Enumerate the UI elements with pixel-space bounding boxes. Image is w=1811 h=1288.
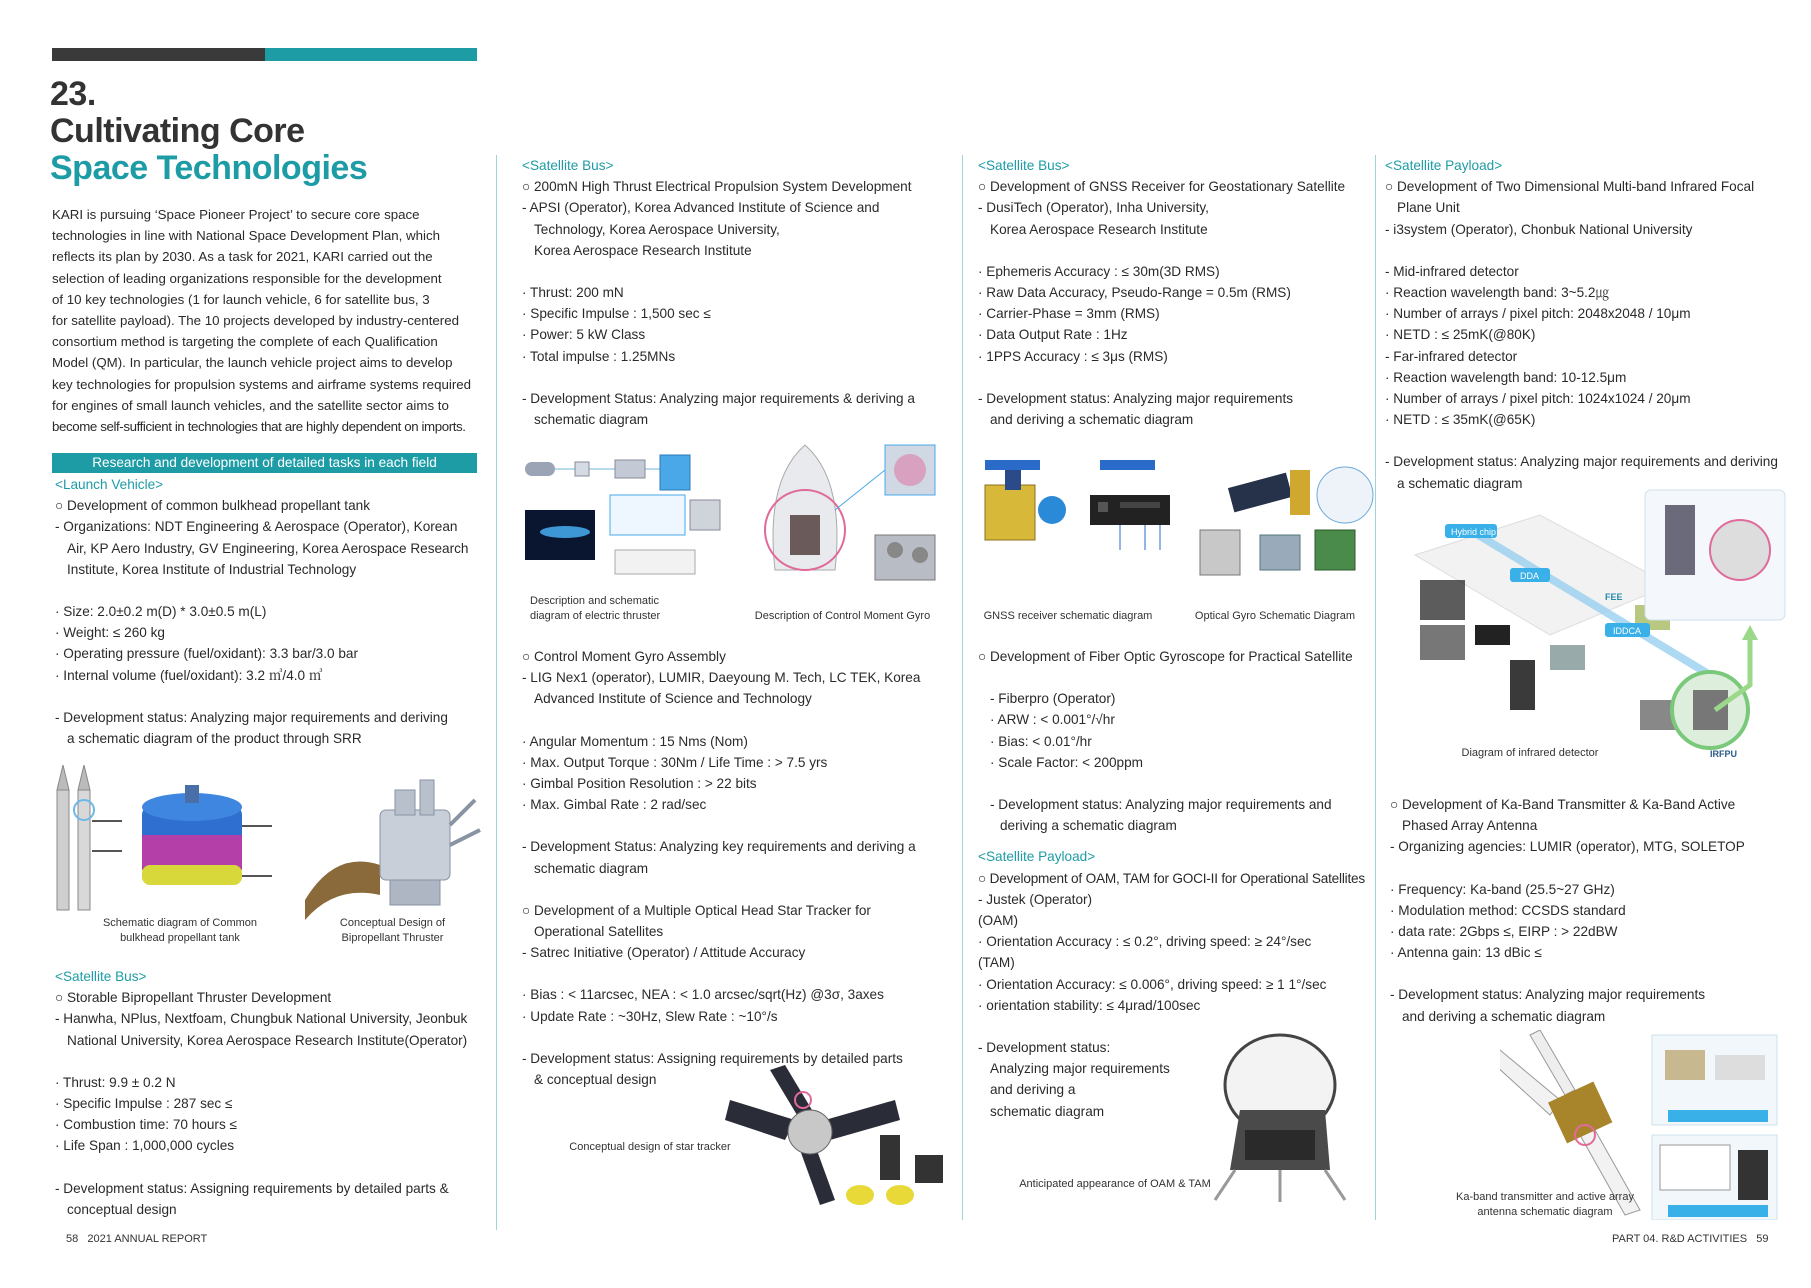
status-line: and deriving a schematic diagram xyxy=(990,412,1194,428)
status-line: schematic diagram xyxy=(534,860,649,876)
intro-line: for satellite payload). The 10 projects developed by industry-centered xyxy=(52,313,460,329)
section-band: Research and development of detailed tasks in each field xyxy=(52,453,477,473)
spec-line: · ARW : < 0.001°/√hr xyxy=(990,712,1115,728)
item-title: ○ Development of OAM, TAM for GOCI-II for Operational Satellites xyxy=(978,870,1366,886)
caption-electric-thruster xyxy=(530,594,680,624)
item-orgs: - DusiTech (Operator), Inha University, xyxy=(978,200,1209,216)
status-line: - Development status: Analyzing major requirements xyxy=(978,390,1294,406)
spec-line: · Life Span : 1,000,000 cycles xyxy=(55,1138,235,1154)
header-bar-teal xyxy=(265,48,477,61)
item-title: Plane Unit xyxy=(1397,200,1460,216)
col4-top xyxy=(1385,155,1805,494)
caption-cmg: Description of Control Moment Gyro xyxy=(754,610,931,622)
spec-line: · Ephemeris Accuracy : ≤ 30m(3D RMS) xyxy=(978,263,1220,279)
intro-line: for engines of small launch vehicles, and the satellite sector aims to xyxy=(52,397,449,413)
caption-gnss: GNSS receiver schematic diagram xyxy=(983,610,1153,622)
spec-line: · Max. Output Torque : 30Nm / Life Time : > 7.5 yrs xyxy=(522,754,828,770)
spec-line: · Combustion time: 70 hours ≤ xyxy=(55,1117,237,1133)
spec-line: · Bias: < 0.01°/hr xyxy=(990,733,1092,749)
cmg-figure xyxy=(735,440,950,595)
item-orgs: - APSI (Operator), Korea Advanced Institute of Science and xyxy=(522,200,880,216)
item-orgs: - Organizations: NDT Engineering & Aerospace (Operator), Korean xyxy=(55,519,458,535)
section-heading: <Satellite Bus> xyxy=(978,158,1070,173)
status-line: a schematic diagram of the product through SRR xyxy=(67,731,362,747)
tank-figure xyxy=(52,765,292,940)
intro-paragraph xyxy=(52,204,480,437)
spec-line: · Number of arrays / pixel pitch: 1024x1024 / 20μm xyxy=(1385,391,1691,407)
column-divider xyxy=(496,155,497,1230)
spec-line: · Gimbal Position Resolution : > 22 bits xyxy=(522,776,757,792)
spec-line: (OAM) xyxy=(978,913,1019,929)
item-orgs: - i3system (Operator), Chonbuk National University xyxy=(1385,221,1693,237)
status-line: - Development status: Analyzing major requirements and deriving xyxy=(55,709,448,725)
spec-line: · Data Output Rate : 1Hz xyxy=(978,327,1128,343)
spec-line: · Bias : < 11arcsec, NEA : < 1.0 arcsec/sqrt(Hz) @3σ, 3axes xyxy=(522,987,884,1003)
item-orgs: Advanced Institute of Science and Technology xyxy=(534,691,812,707)
thruster-figure xyxy=(295,770,485,930)
spec-line: - Justek (Operator) xyxy=(978,891,1093,907)
spec-line: · NETD : ≤ 25mK(@80K) xyxy=(1385,327,1536,343)
spec-line: - Fiberpro (Operator) xyxy=(990,691,1116,707)
status-line: - Development status: Analyzing major requirements and deriving xyxy=(1385,454,1778,470)
spec-line: · Raw Data Accuracy, Pseudo-Range = 0.5m (RMS) xyxy=(978,285,1291,301)
status-line: & conceptual design xyxy=(534,1072,657,1088)
spec-line: · Carrier-Phase = 3mm (RMS) xyxy=(978,306,1160,322)
status-line: deriving a schematic diagram xyxy=(1000,818,1177,834)
section-heading: <Launch Vehicle> xyxy=(55,477,164,492)
footer-left xyxy=(66,1233,207,1245)
spec-line: · Scale Factor: < 200ppm xyxy=(990,754,1144,770)
status-line: - Development Status: Analyzing key requirements and deriving a xyxy=(522,839,916,855)
col4-bottom xyxy=(1390,794,1810,1027)
spec-line: - Mid-infrared detector xyxy=(1385,263,1519,279)
section-heading: <Satellite Bus> xyxy=(55,969,147,984)
caption-line: bulkhead propellant tank xyxy=(120,932,240,944)
item-orgs: - Satrec Initiative (Operator) / Attitude Accuracy xyxy=(522,945,806,961)
spec-line: · Specific Impulse : 287 sec ≤ xyxy=(55,1096,233,1112)
item-title: Phased Array Antenna xyxy=(1402,818,1538,834)
item-title: ○ Storable Bipropellant Thruster Development xyxy=(55,990,332,1006)
col2-middle xyxy=(522,646,962,1090)
item-orgs: - Organizing agencies: LUMIR (operator), MTG, SOLETOP xyxy=(1390,839,1745,855)
caption-line: antenna schematic diagram xyxy=(1477,1206,1613,1218)
intro-line: consortium method is targeting the complete of each Qualification xyxy=(52,334,438,350)
title-number: 23. xyxy=(50,75,96,113)
spec-line: · Specific Impulse : 1,500 sec ≤ xyxy=(522,306,711,322)
item-orgs: Korea Aerospace Research Institute xyxy=(534,242,752,258)
status-line: Analyzing major requirements xyxy=(990,1061,1170,1077)
spec-line: · Reaction wavelength band: 10-12.5μm xyxy=(1385,369,1627,385)
title-line1: Cultivating Core xyxy=(50,112,305,150)
col3-top xyxy=(978,155,1378,430)
page-number-right: 59 xyxy=(1756,1233,1769,1245)
item-title: ○ Development of common bulkhead propellant tank xyxy=(55,498,371,514)
satellite-bus-section-1 xyxy=(55,966,485,1220)
caption-thruster xyxy=(320,916,465,946)
caption-line: diagram of electric thruster xyxy=(530,610,661,622)
col2-top xyxy=(522,155,962,430)
status-line: - Development status: Assigning requirements by detailed parts xyxy=(522,1050,903,1066)
footer-right xyxy=(1612,1233,1769,1245)
infrared-detector-figure xyxy=(1410,485,1790,770)
spec-line: · Frequency: Ka-band (25.5~27 GHz) xyxy=(1390,881,1615,897)
page-number-left: 58 xyxy=(66,1233,79,1245)
header-bar-dark xyxy=(52,48,265,61)
status-line: schematic diagram xyxy=(534,412,649,428)
intro-line: of 10 key technologies (1 for launch vehicle, 6 for satellite bus, 3 xyxy=(52,291,430,307)
spec-line: (TAM) xyxy=(978,955,1015,971)
status-line: - Development status: Analyzing major requirements and xyxy=(990,797,1332,813)
spec-line: · Thrust: 200 mN xyxy=(522,285,624,301)
spec-line: · Orientation Accuracy : ≤ 0.2°, driving speed: ≥ 24°/sec xyxy=(978,934,1312,950)
caption-infrared-detector: Diagram of infrared detector xyxy=(1461,747,1599,759)
item-title: ○ Development of a Multiple Optical Head Star Tracker for xyxy=(522,902,871,918)
spec-line: · Angular Momentum : 15 Nms (Nom) xyxy=(522,733,748,749)
column-divider xyxy=(962,155,963,1220)
spec-line: · data rate: 2Gbps ≤, EIRP : > 22dBW xyxy=(1390,924,1618,940)
item-orgs: National University, Korea Aerospace Research Institute(Operator) xyxy=(67,1032,468,1048)
title-line2: Space Technologies xyxy=(50,149,368,187)
item-orgs: Technology, Korea Aerospace University, xyxy=(534,221,780,237)
item-title: ○ 200mN High Thrust Electrical Propulsion System Development xyxy=(522,179,912,195)
status-line: - Development Status: Analyzing major requirements & deriving a xyxy=(522,390,915,406)
item-title: ○ Control Moment Gyro Assembly xyxy=(522,649,726,664)
item-title: ○ Development of Ka-Band Transmitter & Ka-Band Active xyxy=(1390,797,1736,812)
intro-line: become self-sufficient in technologies that are highly dependent on imports. xyxy=(52,419,466,435)
spec-line: · Reaction wavelength band: 3~5.2㎍ xyxy=(1385,285,1610,301)
page-title xyxy=(50,76,367,187)
spec-line: · Number of arrays / pixel pitch: 2048x2048 / 10μm xyxy=(1385,306,1691,322)
caption-optical-gyro: Optical Gyro Schematic Diagram xyxy=(1194,610,1356,622)
label-dda: DDA xyxy=(1520,571,1540,581)
label-fee: FEE xyxy=(1605,592,1623,602)
section-heading: <Satellite Payload> xyxy=(978,849,1096,865)
spec-line: · Thrust: 9.9 ± 0.2 N xyxy=(55,1074,176,1090)
label-hybrid-chip: Hybrid chip xyxy=(1451,527,1497,537)
spec-line: · orientation stability: ≤ 4μrad/100sec xyxy=(978,997,1201,1013)
item-orgs: - LIG Nex1 (operator), LUMIR, Daeyoung M. Tech, LC TEK, Korea xyxy=(522,670,921,686)
intro-line: technologies in line with National Space Development Plan, which xyxy=(52,228,441,244)
label-irfpu: IRFPU xyxy=(1710,749,1737,759)
optical-gyro-figure xyxy=(1190,460,1375,600)
spec-line: · Internal volume (fuel/oxidant): 3.2 ㎥/4.0 ㎥ xyxy=(55,667,323,683)
intro-line: key technologies for propulsion systems and airframe systems required xyxy=(52,376,472,392)
spec-line: · Power: 5 kW Class xyxy=(522,327,646,343)
item-orgs: Korea Aerospace Research Institute xyxy=(990,221,1208,237)
status-line: conceptual design xyxy=(67,1201,177,1217)
spec-line: · Size: 2.0±0.2 m(D) * 3.0±0.5 m(L) xyxy=(55,604,267,620)
spec-line: · Orientation Accuracy: ≤ 0.006°, driving speed: ≥ 1 1°/sec xyxy=(978,976,1327,992)
intro-line: KARI is pursuing ‘Space Pioneer Project’ to secure core space xyxy=(52,207,420,222)
status-line: and deriving a schematic diagram xyxy=(1402,1008,1606,1024)
intro-line: reflects its plan by 2030. As a task for 2021, KARI carried out the xyxy=(52,249,433,265)
caption-star-tracker: Conceptual design of star tracker xyxy=(569,1141,731,1153)
spec-line: · NETD : ≤ 35mK(@65K) xyxy=(1385,412,1536,428)
caption-line: Bipropellant Thruster xyxy=(341,932,444,944)
report-title: 2021 ANNUAL REPORT xyxy=(87,1233,208,1245)
spec-line: · Modulation method: CCSDS standard xyxy=(1390,902,1626,918)
item-orgs: - Hanwha, NPlus, Nextfoam, Chungbuk National University, Jeonbuk xyxy=(55,1011,468,1027)
gnss-figure xyxy=(980,460,1180,600)
status-line: - Development status: Analyzing major requirements xyxy=(1390,987,1706,1003)
caption-line: Conceptual Design of xyxy=(339,917,446,929)
spec-line: · Update Rate : ~30Hz, Slew Rate : ~10°/s xyxy=(522,1008,778,1024)
item-title: ○ Development of Two Dimensional Multi-band Infrared Focal xyxy=(1385,179,1755,195)
intro-line: selection of leading organizations responsible for the development xyxy=(52,270,442,286)
caption-tank xyxy=(90,916,270,946)
spec-line: · Antenna gain: 13 dBic ≤ xyxy=(1390,945,1542,961)
caption-line: Ka-band transmitter and active array xyxy=(1456,1191,1634,1203)
status-line: - Development status: Assigning requirements by detailed parts & xyxy=(55,1180,449,1196)
item-title: ○ Development of Fiber Optic Gyroscope for Practical Satellite xyxy=(978,649,1353,664)
star-tracker-figure xyxy=(725,1060,955,1220)
status-line: a schematic diagram xyxy=(1397,475,1523,491)
electric-thruster-figure xyxy=(520,450,730,590)
section-heading: <Satellite Bus> xyxy=(522,158,614,173)
launch-vehicle-section xyxy=(55,474,485,749)
spec-line: · Total impulse : 1.25MNs xyxy=(522,348,676,364)
caption-ka-band xyxy=(1445,1190,1645,1220)
status-line: and deriving a xyxy=(990,1082,1076,1098)
item-title: Operational Satellites xyxy=(534,924,664,940)
status-line: - Development status: xyxy=(978,1040,1111,1056)
label-iddca: IDDCA xyxy=(1613,626,1642,636)
spec-line: - Far-infrared detector xyxy=(1385,348,1518,364)
item-title: ○ Development of GNSS Receiver for Geostationary Satellite xyxy=(978,179,1346,195)
spec-line: · 1PPS Accuracy : ≤ 3μs (RMS) xyxy=(978,348,1168,364)
caption-line: Description and schematic xyxy=(530,595,660,607)
spec-line: · Operating pressure (fuel/oxidant): 3.3 bar/3.0 bar xyxy=(55,646,358,662)
section-heading: <Satellite Payload> xyxy=(1385,158,1503,173)
caption-oam: Anticipated appearance of OAM & TAM xyxy=(1019,1178,1211,1190)
item-orgs: Air, KP Aero Industry, GV Engineering, Korea Aerospace Research xyxy=(67,540,469,556)
part-title: PART 04. R&D ACTIVITIES xyxy=(1612,1233,1748,1245)
item-orgs: Institute, Korea Institute of Industrial Technology xyxy=(67,561,357,577)
caption-line: Schematic diagram of Common xyxy=(102,917,258,929)
spec-line: · Weight: ≤ 260 kg xyxy=(55,625,165,641)
intro-line: Model (QM). In particular, the launch vehicle project aims to develop xyxy=(52,355,453,371)
status-line: schematic diagram xyxy=(990,1103,1105,1119)
spec-line: · Max. Gimbal Rate : 2 rad/sec xyxy=(522,797,707,813)
